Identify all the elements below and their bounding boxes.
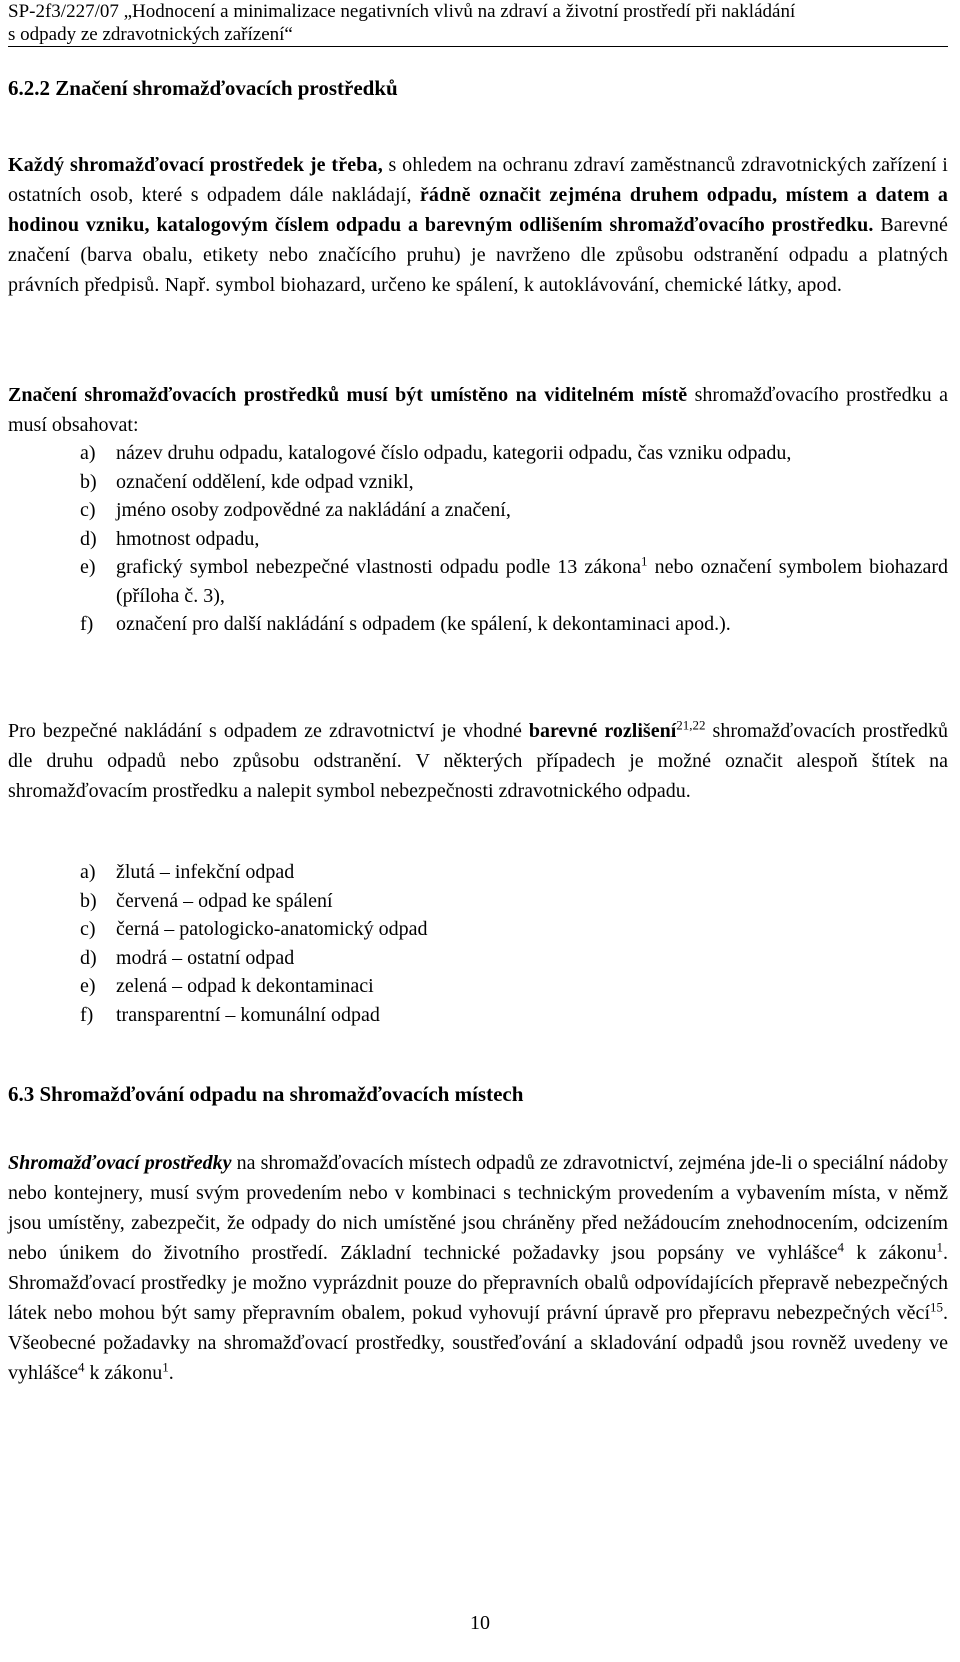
paragraph-collection-containers: Shromažďovací prostředky na shromažďovacích místech odpadů ze zdravotnictví, zejména jde-li o speciální nádoby nebo kontejnery, musí svým provedením nebo v kombinaci s technickým provedením a vybavením místa, v němž jsou umístěny, zabezpečit, že odpady do nich umístěné jsou chráněny před nežádoucím znehodnocením, odcizením nebo únikem do životního prostředí. Základní technické požadavky jsou popsány ve vyhlášce$^4$ k zákonu$^1$. Shromažďovací prostředky je možno vyprázdnit pouze do přepravních obalů odpovídajících přepravě nebezpečných látek nebo mohou být samy přepravním obalem, pokud vyhovují právní úpravě pro přepravu nebezpečných věcí$^{15}$. Všeobecné požadavky na shromažďovací prostředky, soustřeďování a skladování odpadů jsou rovněž uvedeny ve vyhlášce$^4$ k zákonu$^1$. <box>8 1152 948 1384</box>
paragraph-marking-requirements <box>8 150 948 300</box>
footnote-ref: 4 <box>77 1359 85 1375</box>
p4-bold-italic-lead: Shromažďovací prostředky <box>8 1152 232 1174</box>
page-number: 10 <box>470 1612 490 1634</box>
section-heading-6-3: 6.3 Shromažďování odpadu na shromažďovacích místech <box>8 1082 524 1106</box>
list-item: c) černá – patologicko-anatomický odpad <box>80 918 428 940</box>
color-coding-list <box>80 858 948 1029</box>
p1-bold-requirements: řádně označit zejména druhem odpadu, místem a datem a hodinou vzniku, katalogovým číslem odpadu a barevným odlišením shromažďovacího prostředku. <box>8 184 948 236</box>
list-item: b) označení oddělení, kde odpad vznikl, <box>80 470 414 493</box>
list-item: e) grafický symbol nebezpečné vlastnosti odpadu podle 13 zákona$^1$ nebo označení symbolem biohazard (příloha č. 3), <box>80 553 949 607</box>
list-item: d) hmotnost odpadu, <box>80 527 260 550</box>
header-line-1: SP-2f3/227/07 „Hodnocení a minimalizace negativních vlivů na zdraví a životní prostředí při nakládání <box>8 1 796 22</box>
footnote-ref: 1 <box>641 553 648 569</box>
footnote-ref: 4 <box>837 1239 845 1255</box>
p1-text-a: s ohledem na ochranu zdraví zaměstnanců zdravotnických zařízení i ostatních osob, které s odpadem dále nakládají, <box>8 154 948 206</box>
list-item: e) zelená – odpad k dekontaminaci <box>80 975 374 997</box>
list-item: d) modrá – ostatní odpad <box>80 946 295 969</box>
footnote-ref: 1 <box>936 1239 943 1255</box>
p2-bold-lead: Značení shromažďovacích prostředků musí být umístěno na viditelném místě <box>8 384 688 406</box>
footnote-ref: 21,22 <box>676 717 706 733</box>
header-line-2: s odpady ze zdravotnických zařízení“ <box>8 23 948 47</box>
list-item: f) označení pro další nakládání s odpadem (ke spálení, k dekontaminaci apod.). <box>80 613 731 635</box>
p1-text-b: Barevné značení (barva obalu, etikety nebo značícího pruhu) je navrženo dle způsobu odstranění odpadu a platných právních předpisů. Např. symbol biohazard, určeno ke spálení, k autoklávování, chemické látky, apod. <box>8 214 949 296</box>
list-item: b) červená – odpad ke spálení <box>80 889 333 912</box>
list-item: c) jméno osoby zodpovědné za nakládání a značení, <box>80 499 511 521</box>
paragraph-label-content <box>8 380 948 440</box>
label-content-list <box>80 439 948 639</box>
p1-bold-lead: Každý shromažďovací prostředek je třeba, <box>8 154 383 176</box>
p2-text: shromažďovacího prostředku a musí obsahovat: <box>8 384 948 436</box>
list-item: a) název druhu odpadu, katalogové číslo odpadu, kategorii odpadu, čas vzniku odpadu, <box>80 442 792 464</box>
p3-bold-color-distinction: barevné rozlišení <box>528 720 677 742</box>
section-heading-6-2-2: 6.2.2 Značení shromažďovacích prostředků <box>8 76 398 100</box>
footnote-ref: 1 <box>162 1359 169 1375</box>
paragraph-color-coding: Pro bezpečné nakládání s odpadem ze zdravotnictví je vhodné barevné rozlišení$^{21,22}$ shromažďovacích prostředků dle druhu odpadů nebo způsobu odstranění. V některých případech je možné označit alespoň štítek na shromažďovacím prostředku a nalepit symbol nebezpečnosti zdravotnického odpadu. <box>8 717 948 802</box>
list-item: a) žlutá – infekční odpad <box>80 861 295 883</box>
footnote-ref: 15 <box>930 1299 943 1315</box>
list-item: f) transparentní – komunální odpad <box>80 1003 380 1026</box>
running-header <box>8 0 948 47</box>
